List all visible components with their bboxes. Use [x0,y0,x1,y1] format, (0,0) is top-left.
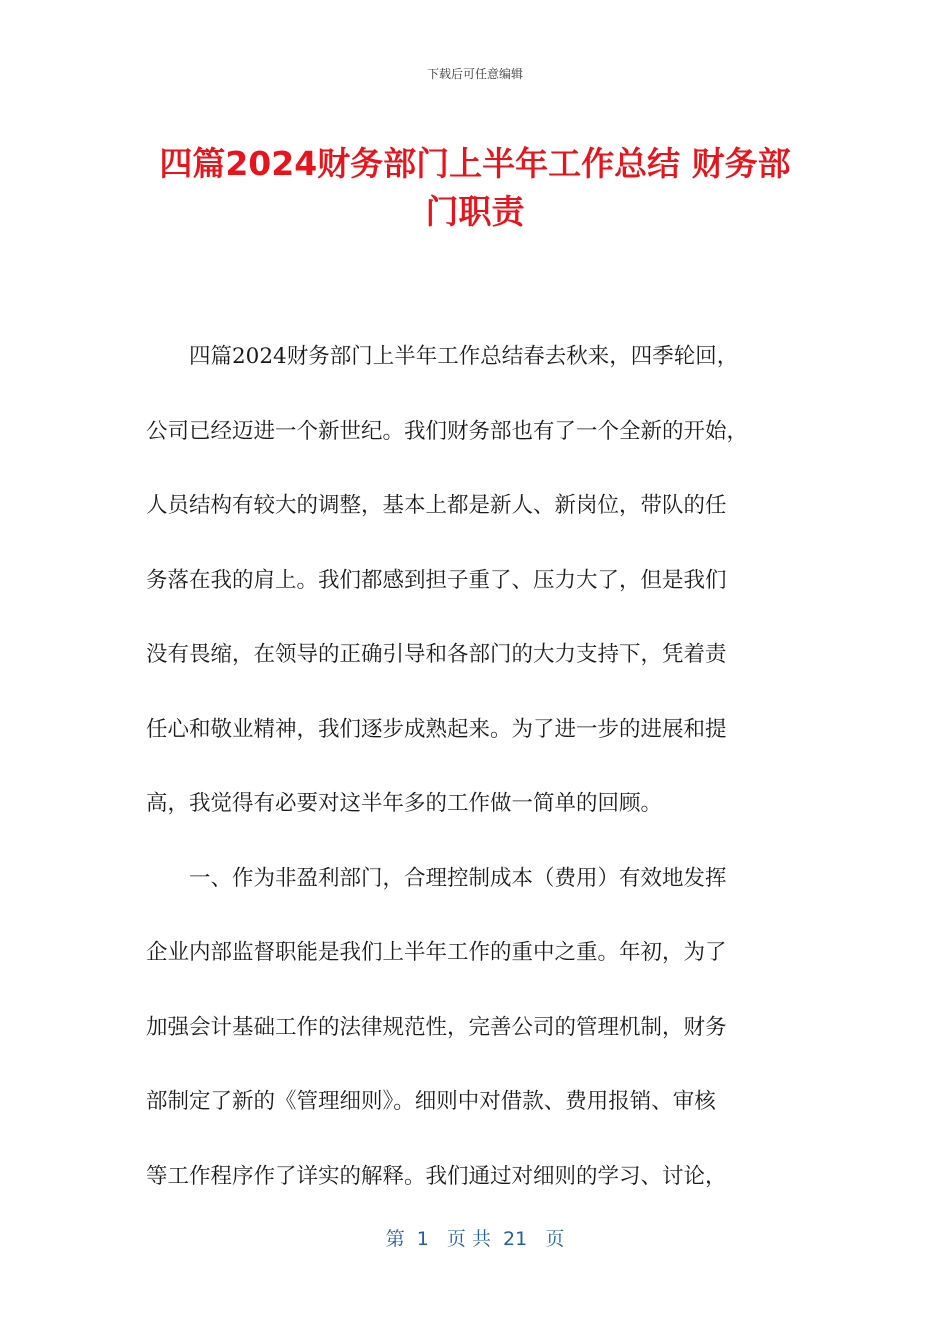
title-line-2: 门职责 [425,192,525,231]
page-number-footer: 第 1 页 共 21 页 [385,1228,565,1250]
text-line: 部制定了新的《管理细则》。细则中对借款、费用报销、审核 [146,1089,716,1114]
title-line-1: 四篇2024财务部门上半年工作总结 财务部 [159,144,791,183]
document-body [146,320,802,1214]
text-line: 没有畏缩，在领导的正确引导和各部门的大力支持下，凭着责 [146,642,727,667]
text-line: 高，我觉得有必要对这半年多的工作做一简单的回顾。 [146,791,663,816]
text-line: 企业内部监督职能是我们上半年工作的重中之重。年初，为了 [146,940,727,965]
document-title [140,140,810,236]
text-line: 任心和敬业精神，我们逐步成熟起来。为了进一步的进展和提 [146,716,727,742]
text-line: 加强会计基础工作的法律规范性，完善公司的管理机制，财务 [146,1014,727,1040]
text-line: 四篇2024财务部门上半年工作总结春去秋来，四季轮回， [189,344,739,369]
text-line: 等工作程序作了详实的解释。我们通过对细则的学习、讨论， [146,1163,727,1189]
text-line: 公司已经迈进一个新世纪。我们财务部也有了一个全新的开始， [146,418,749,444]
paragraph-2 [146,842,802,1215]
text-line: 一、作为非盈利部门，合理控制成本（费用）有效地发挥 [189,865,727,891]
header-note: 下载后可任意编辑 [426,67,523,81]
text-line: 人员结构有较大的调整，基本上都是新人、新岗位，带队的任 [146,493,727,518]
text-line: 务落在我的肩上。我们都感到担子重了、压力大了，但是我们 [146,567,727,593]
paragraph-1 [146,320,802,842]
